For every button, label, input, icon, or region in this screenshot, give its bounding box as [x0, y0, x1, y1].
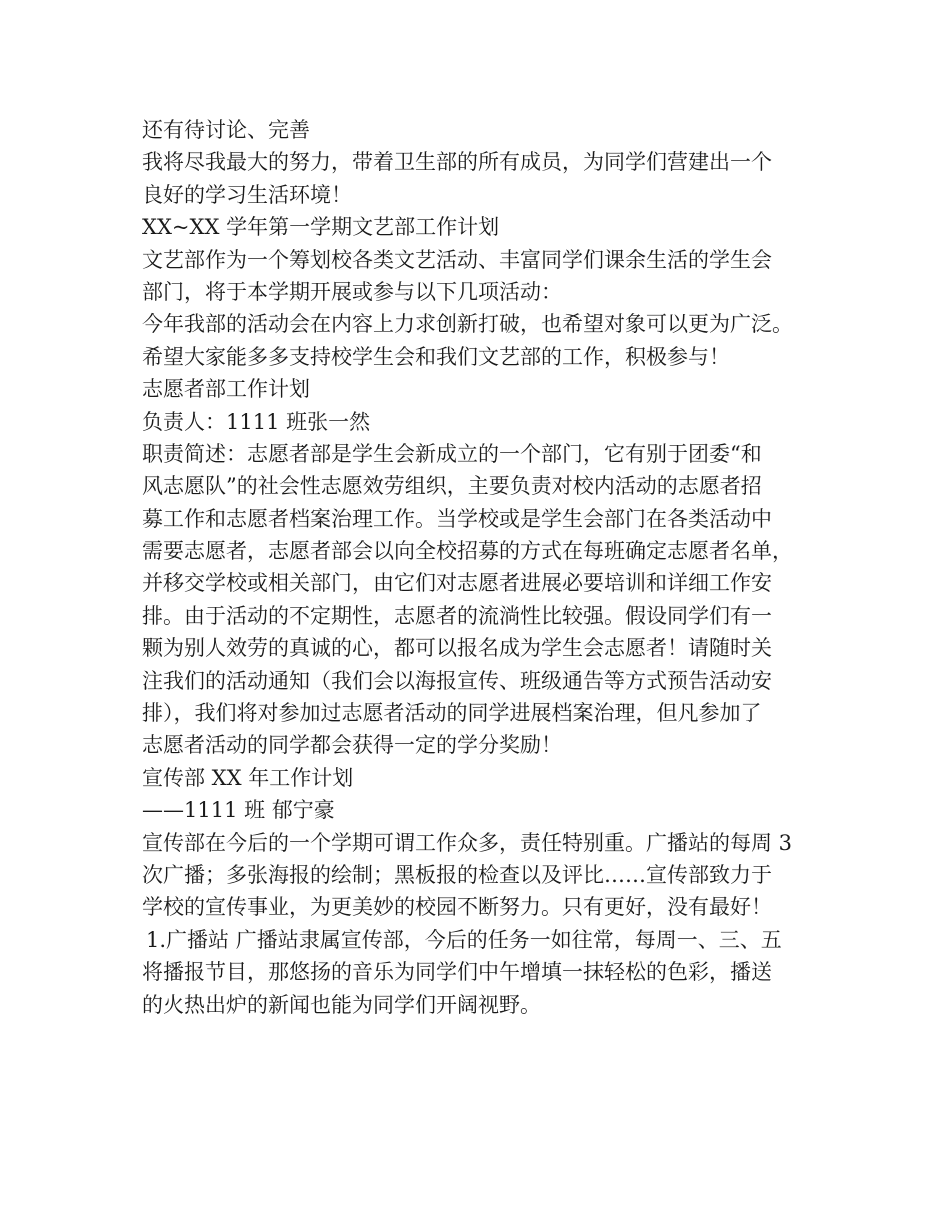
- text-line: 需要志愿者，志愿者部会以向全校招募的方式在每班确定志愿者名单，: [142, 539, 793, 564]
- list-item-broadcast: 1.广播站 广播站隶属宣传部，今后的任务一如往常，每周一、三、五: [146, 927, 782, 952]
- author-line: ——1111 班 郁宁豪: [142, 798, 335, 823]
- text-line: 注我们的活动通知（我们会以海报宣传、班级通告等方式预告活动安: [142, 668, 772, 693]
- section-heading-volunteer: 志愿者部工作计划: [142, 377, 310, 402]
- text-line: 文艺部作为一个筹划校各类文艺活动、丰富同学们课余生活的学生会: [142, 247, 772, 272]
- text-line: 并移交学校或相关部门，由它们对志愿者进展必要培训和详细工作安: [142, 571, 772, 596]
- document-body: [142, 114, 832, 1021]
- text-line: 职责简述：志愿者部是学生会新成立的一个部门，它有别于团委“和: [142, 441, 762, 466]
- text-line: 我将尽我最大的努力，带着卫生部的所有成员，为同学们营建出一个: [142, 150, 772, 175]
- text-line: 宣传部在今后的一个学期可谓工作众多，责任特别重。广播站的每周 3: [142, 830, 793, 855]
- text-line: 排），我们将对参加过志愿者活动的同学进展档案治理，但凡参加了: [142, 701, 762, 726]
- text-line: 志愿者活动的同学都会获得一定的学分奖励！: [142, 733, 562, 758]
- text-line: 将播报节目，那悠扬的音乐为同学们中午增填一抹轻松的色彩，播送: [142, 960, 772, 985]
- responsible-person: 负责人：1111 班张一然: [142, 409, 371, 434]
- text-line: 学校的宣传事业，为更美妙的校园不断努力。只有更好，没有最好！: [142, 895, 772, 920]
- text-line: 希望大家能多多支持校学生会和我们文艺部的工作，积极参与！: [142, 344, 730, 369]
- text-line: 部门，将于本学期开展或参与以下几项活动：: [142, 279, 562, 304]
- text-line: 风志愿队”的社会性志愿效劳组织，主要负责对校内活动的志愿者招: [142, 474, 762, 499]
- text-line: 的火热出炉的新闻也能为同学们开阔视野。: [142, 992, 541, 1017]
- text-line: 募工作和志愿者档案治理工作。当学校或是学生会部门在各类活动中: [142, 506, 772, 531]
- text-line: 良好的学习生活环境！: [142, 182, 352, 207]
- text-line: 颗为别人效劳的真诚的心，都可以报名成为学生会志愿者！请随时关: [142, 636, 772, 661]
- text-line: 排。由于活动的不定期性，志愿者的流淌性比较强。假设同学们有一: [142, 603, 772, 628]
- section-heading-publicity: 宣传部 XX 年工作计划: [142, 765, 354, 790]
- text-line: 还有待讨论、完善: [142, 118, 310, 142]
- text-line: 次广播；多张海报的绘制；黑板报的检查以及评比……宣传部致力于: [142, 862, 772, 887]
- section-heading-arts: XX~XX 学年第一学期文艺部工作计划: [142, 215, 500, 240]
- text-line: 今年我部的活动会在内容上力求创新打破，也希望对象可以更为广泛。: [142, 312, 793, 337]
